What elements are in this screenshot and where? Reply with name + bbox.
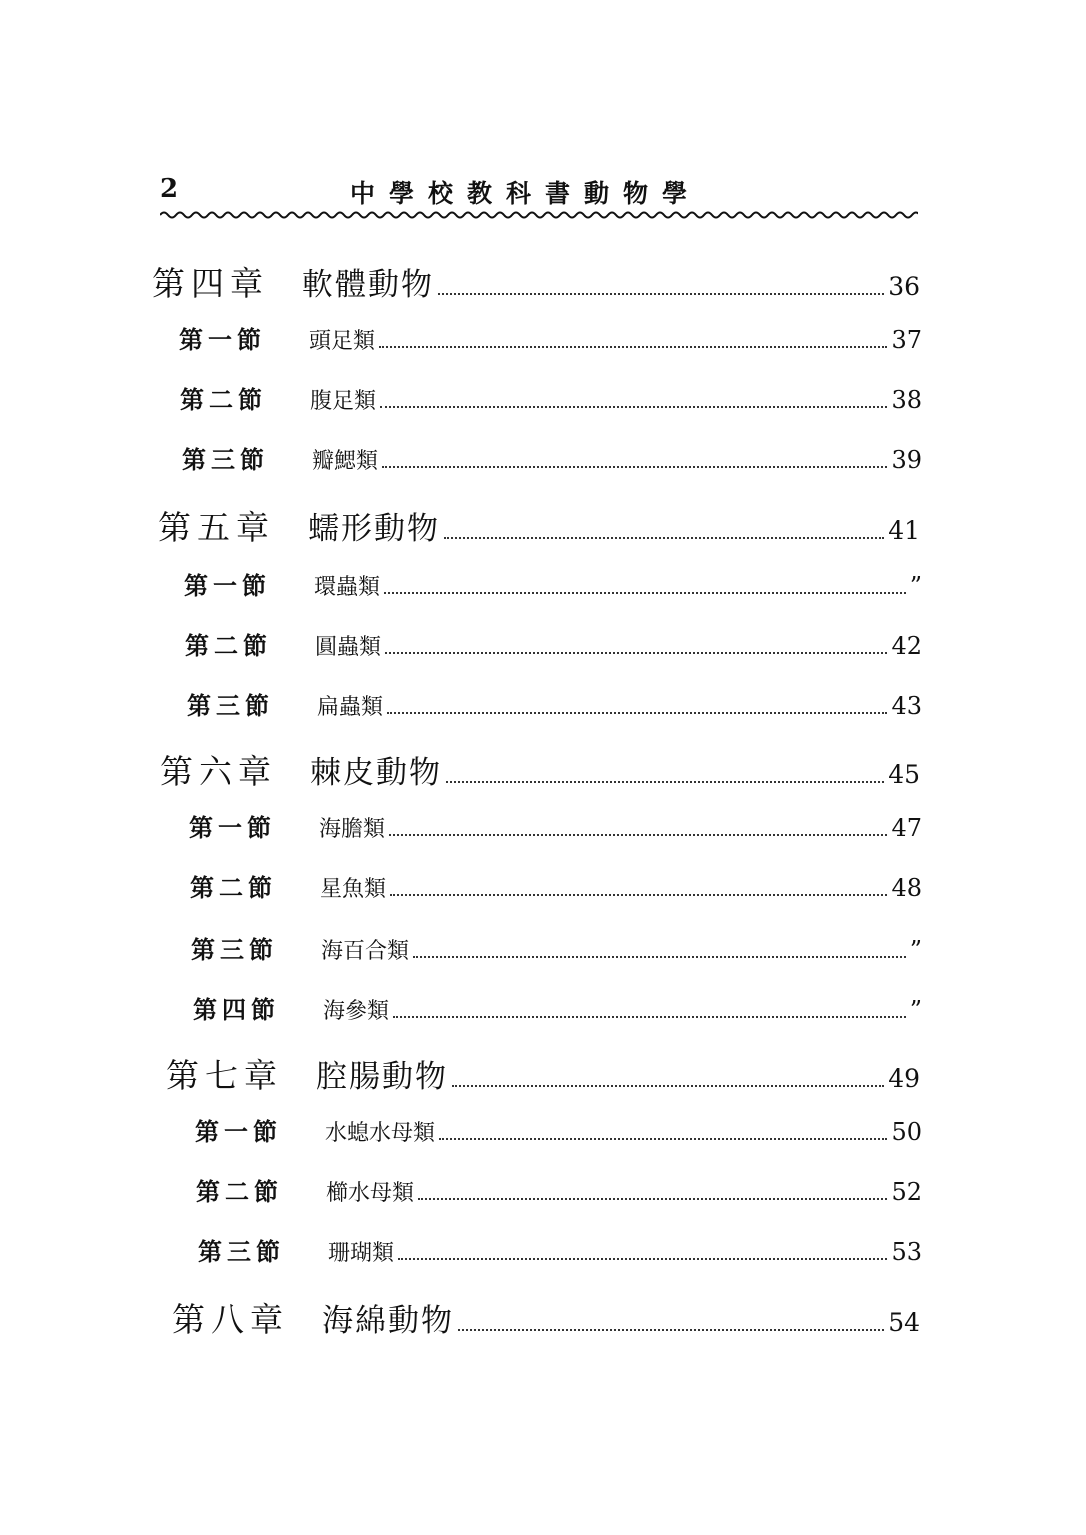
- dot-leader: [382, 465, 887, 468]
- chapter-title: 棘皮動物: [310, 755, 442, 791]
- page-ref: ”: [909, 572, 922, 600]
- section-title: 水螅水母類: [325, 1121, 436, 1146]
- toc-section: [185, 626, 922, 661]
- running-title: 中學校教科書動物學: [350, 179, 702, 208]
- chapter-title: 海綿動物: [322, 1303, 454, 1339]
- dot-leader: [384, 591, 906, 594]
- toc-section: [182, 440, 922, 475]
- section-title: 櫛水母類: [326, 1181, 415, 1206]
- chapter-number: 第八章: [172, 1300, 289, 1339]
- chapter-number: 第四章: [152, 264, 269, 303]
- toc-section: [184, 566, 922, 601]
- section-number: 第二節: [185, 631, 272, 660]
- section-number: 第一節: [179, 325, 266, 354]
- dot-leader: [398, 1257, 887, 1260]
- page-ref: ”: [909, 936, 922, 964]
- page-ref: 45: [888, 760, 920, 789]
- section-title: 頭足類: [309, 329, 376, 354]
- page-ref: 43: [891, 692, 922, 720]
- section-number: 第二節: [196, 1177, 283, 1206]
- page-ref: 36: [888, 272, 920, 301]
- dot-leader: [452, 1084, 884, 1087]
- section-title: 圓蟲類: [315, 635, 382, 660]
- toc-section: [195, 1112, 922, 1147]
- dot-leader: [385, 651, 887, 654]
- section-title: 海膽類: [319, 817, 386, 842]
- page-number: 2: [160, 174, 179, 204]
- page-ref: 48: [891, 874, 922, 902]
- section-title: 海百合類: [321, 939, 410, 964]
- page-ref: 41: [888, 516, 920, 545]
- page-ref: 37: [891, 326, 922, 354]
- dot-leader: [446, 780, 884, 783]
- section-title: 環蟲類: [314, 575, 381, 600]
- page-header: [160, 170, 920, 210]
- dot-leader: [444, 536, 884, 539]
- toc-section: [189, 808, 922, 843]
- dot-leader: [379, 345, 887, 348]
- dot-leader: [413, 955, 906, 958]
- dot-leader: [380, 405, 887, 408]
- page-ref: 52: [891, 1178, 922, 1206]
- chapter-number: 第五章: [158, 508, 275, 547]
- page-ref: 38: [891, 386, 922, 414]
- section-title: 海參類: [323, 999, 390, 1024]
- section-number: 第二節: [180, 385, 267, 414]
- section-number: 第一節: [195, 1117, 282, 1146]
- section-number: 第二節: [190, 873, 277, 902]
- page-ref: 49: [888, 1064, 920, 1093]
- section-number: 第四節: [193, 995, 280, 1024]
- section-number: 第一節: [189, 813, 276, 842]
- chapter-number: 第六章: [160, 752, 277, 791]
- dot-leader: [390, 893, 887, 896]
- page-ref: 42: [891, 632, 922, 660]
- dot-leader: [393, 1015, 906, 1018]
- section-title: 珊瑚類: [328, 1241, 395, 1266]
- section-title: 扁蟲類: [317, 695, 384, 720]
- dot-leader: [438, 292, 884, 295]
- section-number: 第三節: [191, 935, 278, 964]
- section-number: 第三節: [182, 445, 269, 474]
- dot-leader: [387, 711, 887, 714]
- toc-section: [196, 1172, 922, 1207]
- section-number: 第三節: [187, 691, 274, 720]
- toc-section: [198, 1232, 922, 1267]
- section-number: 第三節: [198, 1237, 285, 1266]
- chapter-title: 軟體動物: [302, 267, 434, 303]
- section-number: 第一節: [184, 571, 271, 600]
- section-title: 腹足類: [310, 389, 377, 414]
- dot-leader: [458, 1328, 884, 1331]
- toc-section: [193, 990, 922, 1025]
- toc-section: [190, 868, 922, 903]
- toc-section: [191, 930, 922, 965]
- toc-chapter: [158, 502, 920, 549]
- section-title: 瓣鰓類: [312, 449, 379, 474]
- page-ref: 50: [891, 1118, 922, 1146]
- toc-section: [179, 320, 922, 355]
- page-ref: 47: [891, 814, 922, 842]
- chapter-title: 蠕形動物: [308, 511, 440, 547]
- wavy-rule: [160, 208, 918, 222]
- dot-leader: [389, 833, 887, 836]
- toc-chapter: [172, 1294, 920, 1341]
- toc-section: [187, 686, 922, 721]
- page-ref: 53: [891, 1238, 922, 1266]
- chapter-title: 腔腸動物: [316, 1059, 448, 1095]
- chapter-number: 第七章: [166, 1056, 283, 1095]
- page-ref: 39: [891, 446, 922, 474]
- page-ref: ”: [909, 996, 922, 1024]
- dot-leader: [439, 1137, 887, 1140]
- section-title: 星魚類: [320, 877, 387, 902]
- toc-chapter: [152, 258, 920, 305]
- toc-chapter: [160, 746, 920, 793]
- toc-chapter: [166, 1050, 920, 1097]
- dot-leader: [418, 1197, 887, 1200]
- page-ref: 54: [888, 1308, 920, 1337]
- toc-section: [180, 380, 922, 415]
